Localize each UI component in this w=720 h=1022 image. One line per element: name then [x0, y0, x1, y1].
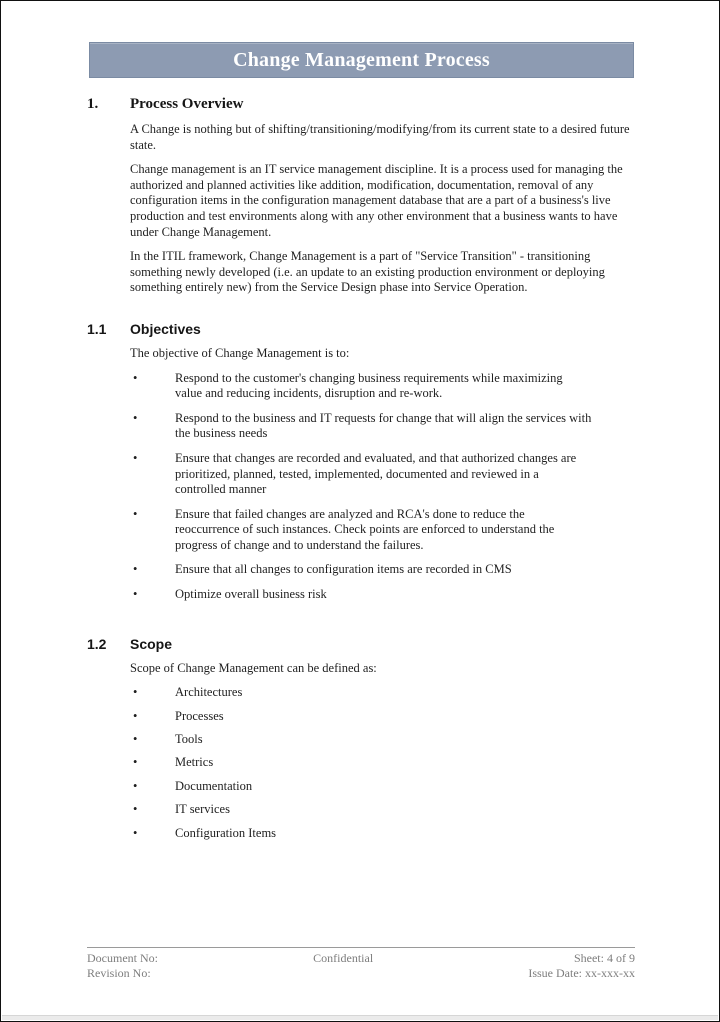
footer-right [528, 951, 635, 981]
list-item-text: Ensure that failed changes are analyzed and RCA's done to reduce the reoccurrence of such instances. Check points are enforced to understand the progress of change and to understand the failures. [175, 506, 555, 552]
scope-list [87, 685, 592, 841]
page-content [87, 1, 635, 849]
list-item [130, 371, 592, 402]
footer-confidential: Confidential [313, 951, 374, 965]
revision-no-label: Revision No: [87, 966, 151, 980]
overview-paragraph-2: Change management is an IT service management discipline. It is a process used for managing the authorized and planned activities like addition, modification, documentation, removal of any configuration items in the configuration management database that are a part of a business's live production and test environments along with any other environment that a business wants to have under Change Management. [130, 162, 623, 239]
list-item-text: Architectures [175, 685, 243, 700]
title-banner [89, 42, 634, 78]
objectives-list [87, 371, 592, 603]
bullet-icon: • [133, 562, 138, 577]
list-item-text: Metrics [175, 755, 214, 770]
bullet-icon: • [133, 370, 138, 385]
list-item-text: Optimize overall business risk [175, 587, 327, 602]
objectives-intro: The objective of Change Management is to: [130, 345, 350, 360]
document-no-label: Document No: [87, 951, 158, 965]
section-number: 1.2 [87, 635, 107, 652]
list-item [130, 802, 592, 818]
section-number: 1.1 [87, 320, 107, 337]
list-item [130, 709, 592, 725]
bullet-icon: • [133, 450, 138, 465]
list-item [130, 826, 592, 842]
list-item [130, 562, 592, 578]
list-item-text: Tools [175, 732, 203, 747]
bullet-icon: • [133, 685, 138, 700]
page-footer [87, 947, 635, 981]
list-item [130, 732, 592, 748]
section-heading-objectives [87, 321, 635, 337]
list-item [130, 587, 592, 603]
page-title: Change Management Process [233, 48, 490, 71]
bullet-icon: • [133, 410, 138, 425]
list-item [130, 507, 592, 554]
list-item [130, 685, 592, 701]
bullet-icon: • [133, 708, 138, 723]
list-item [130, 779, 592, 795]
section-title: Objectives [130, 320, 201, 337]
list-item-text: IT services [175, 802, 230, 817]
sheet-number: Sheet: 4 of 9 [573, 951, 635, 965]
list-item [130, 755, 592, 771]
list-item-text: Processes [175, 708, 224, 723]
list-item-text: Respond to the business and IT requests for change that will align the services with the business needs [175, 410, 592, 441]
bullet-icon: • [133, 802, 138, 817]
bullet-icon: • [133, 755, 138, 770]
list-item-text: Ensure that changes are recorded and evaluated, and that authorized changes are prioritized, planned, tested, implemented, documented and reviewed in a controlled manner [175, 450, 577, 497]
bullet-icon: • [133, 506, 138, 521]
issue-date: Issue Date: xx-xxx-xx [528, 966, 635, 980]
list-item-text: Ensure that all changes to configuration items are recorded in CMS [175, 562, 512, 577]
list-item [130, 411, 592, 442]
section-heading-scope [87, 636, 635, 652]
section-title: Process Overview [130, 96, 244, 112]
list-item-text: Respond to the customer's changing business requirements while maximizing value and reducing incidents, disruption and re-work. [175, 370, 563, 401]
list-item-text: Configuration Items [175, 825, 277, 840]
section-heading-process-overview [87, 96, 635, 113]
list-item [130, 451, 592, 498]
section-title: Scope [130, 635, 173, 652]
footer-left [87, 951, 158, 981]
bottom-scroll-strip [2, 1015, 718, 1020]
bullet-icon: • [133, 732, 138, 747]
overview-paragraph-3: In the ITIL framework, Change Management is a part of "Service Transition" - transitioning something newly developed (i.e. an update to an existing production environment or deploying something entirely new) from the Service Design phase into Service Operation. [130, 249, 605, 295]
bullet-icon: • [133, 587, 138, 602]
list-item-text: Documentation [175, 778, 253, 793]
bullet-icon: • [133, 825, 138, 840]
scope-intro: Scope of Change Management can be defined as: [130, 660, 377, 675]
section-number: 1. [87, 96, 99, 112]
bullet-icon: • [133, 778, 138, 793]
overview-paragraph-1: A Change is nothing but of shifting/transitioning/modifying/from its current state to a desired future state. [130, 122, 630, 152]
